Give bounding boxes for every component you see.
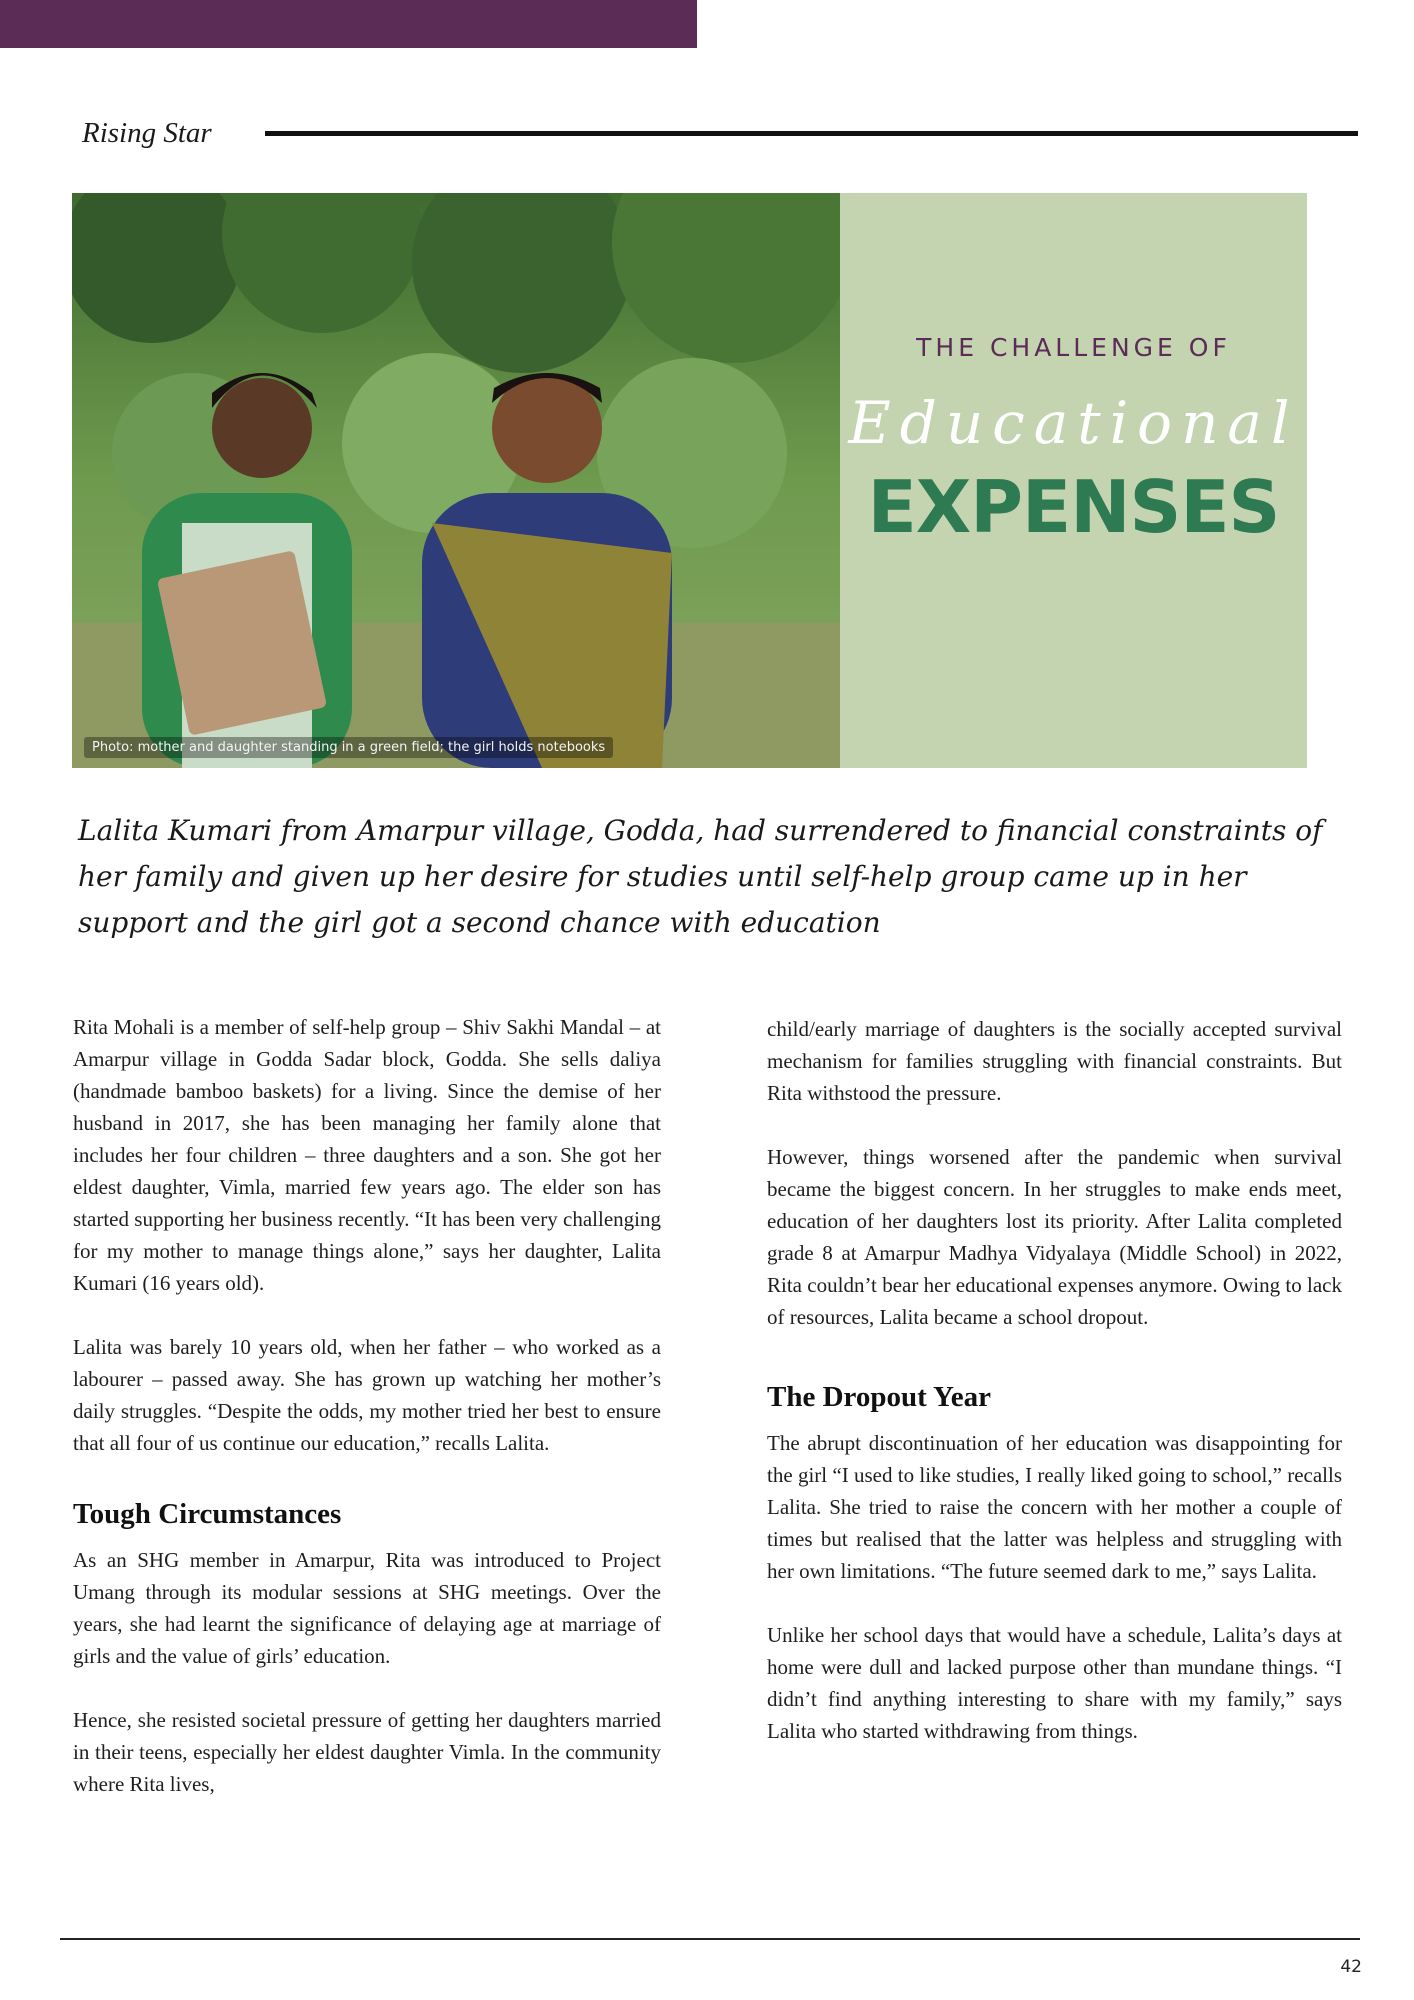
subheading-dropout-year: The Dropout Year (767, 1381, 991, 1413)
body-paragraph: child/early marriage of daughters is the socially accepted survival mechanism for families struggling with financial constraints. But Rita withstood the pressure. (767, 1017, 1342, 1105)
hero-kicker: THE CHALLENGE OF (916, 333, 1231, 362)
body-paragraph: As an SHG member in Amarpur, Rita was introduced to Project Umang through its modular sessions at SHG meetings. Over the years, she had learnt the significance of delaying age at marriage of girls and the value of girls’ education. (73, 1548, 661, 1668)
hero-title-italic: Educational (848, 389, 1299, 457)
body-paragraph: Hence, she resisted societal pressure of getting her daughters married in their teens, especially her eldest daughter Vimla. In the community where Rita lives, (73, 1708, 661, 1796)
article-column-left (73, 1011, 661, 1832)
body-paragraph: Rita Mohali is a member of self-help group – Shiv Sakhi Mandal – at Amarpur village in Godda Sadar block, Godda. She sells daliya (handmade bamboo baskets) for a living. Since the demise of her husband in 2017, she has been managing her family alone that includes her four children – three daughters and a son. She got her eldest daughter, Vimla, married few years ago. The elder son has started supporting her business recently. “It has been very challenging for my mother to manage things alone,” says her daughter, Lalita Kumari (16 years old). (73, 1015, 661, 1295)
intro-standfirst: Lalita Kumari from Amarpur village, Godda, had surrendered to financial constraints of her family and given up her desire for studies until self-help group came up in her support and the girl got a second chance with education (78, 814, 1323, 939)
photo-placeholder-caption: Photo: mother and daughter standing in a green field; the girl holds notebooks (84, 737, 613, 758)
hero-title-panel (840, 193, 1307, 768)
top-accent-bar (0, 0, 697, 48)
section-divider (265, 131, 1358, 136)
hero-photo-illustration (72, 193, 840, 768)
subheading-tough-circumstances: Tough Circumstances (73, 1498, 342, 1530)
article-column-right (767, 1013, 1342, 1779)
body-paragraph: Unlike her school days that would have a schedule, Lalita’s days at home were dull and lacked purpose other than mundane things. “I didn’t find anything interesting to share with my family,” says Lalita who started withdrawing from things. (767, 1623, 1342, 1743)
hero-title-bold: EXPENSES (867, 465, 1280, 549)
body-paragraph: The abrupt discontinuation of her education was disappointing for the girl “I used to like studies, I really liked going to school,” recalls Lalita. She tried to raise the concern with her mother a couple of times but realised that the latter was helpless and struggling with her own limitations. “The future seemed dark to me,” says Lalita. (767, 1431, 1342, 1583)
hero-banner (72, 193, 1307, 768)
hero-photo (72, 193, 840, 768)
body-paragraph: However, things worsened after the pandemic when survival became the biggest concern. In her struggles to make ends meet, education of her daughters lost its priority. After Lalita completed grade 8 at Amarpur Madhya Vidyalaya (Middle School) in 2022, Rita couldn’t bear her educational expenses anymore. Owing to lack of resources, Lalita became a school dropout. (767, 1145, 1342, 1329)
footer-divider (60, 1938, 1360, 1940)
body-paragraph: Lalita was barely 10 years old, when her father – who worked as a labourer – passed away. She has grown up watching her mother’s daily struggles. “Despite the odds, my mother tried her best to ensure that all four of us continue our education,” recalls Lalita. (73, 1335, 661, 1455)
section-label: Rising Star (82, 117, 212, 149)
page-number: 42 (1340, 1957, 1362, 1977)
